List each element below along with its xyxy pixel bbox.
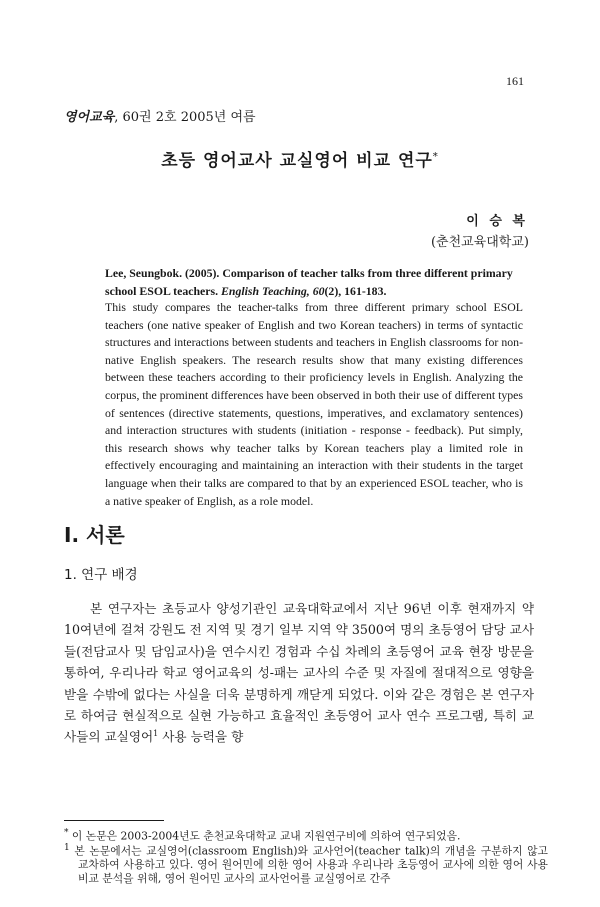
body-text-end: 사용 능력을 향 (158, 729, 244, 745)
journal-header (64, 106, 256, 125)
author-name: 이 승 복 (466, 214, 528, 229)
footnote-divider (64, 820, 164, 821)
subsection-heading: 1. 연구 배경 (64, 567, 138, 583)
page-number: 161 (506, 74, 524, 88)
body-paragraph (64, 598, 534, 748)
body-footnote-marker: 1 (153, 729, 159, 739)
citation-part-2: (2), 161-183. (324, 284, 387, 298)
citation (105, 264, 523, 300)
paper-title (0, 146, 600, 171)
journal-issue: , 60권 2호 2005년 여름 (114, 110, 256, 125)
footnote-definition (64, 842, 548, 885)
citation-part-1: Lee, Seungbok. (2005). Comparison of teacher talks from three different primary school ESOL teachers. (105, 266, 513, 298)
footnote-marker: * (64, 828, 69, 838)
footnote-text: 이 논문은 2003-2004년도 춘천교육대학교 교내 지원연구비에 의하여 연구되었음. (68, 829, 461, 843)
abstract: This study compares the teacher-talks from three different primary school ESOL teachers (one native speaker of English and two Korean teachers) in terms of syntactic structures and interactions between students and teachers in English classrooms for non-native English speakers. The research results show that many existing differences between these teachers according to their proficiency levels in English. Analyzing the corpus, the prominent differences have been observed in both their use of different types of sentences (directive statements, questions, imperatives, and exclamatory sentences) and interaction structures with students (initiation - response - feedback). Put simply, this research shows why teacher talks by Korean teachers play a limited role in effectively encouraging and maintaining an interaction with their students in the target language when their talks are compared to that by an experienced ESOL teacher, who is a native speaker of English, as a role model. (105, 300, 523, 508)
citation-journal: English Teaching, 60 (221, 284, 325, 298)
journal-name: 영어교육 (64, 110, 115, 125)
section-heading: I. 서론 (64, 523, 125, 547)
body-text: 본 연구자는 초등교사 양성기관인 교육대학교에서 지난 96년 이후 현재까지 약 10여년에 걸쳐 강원도 전 지역 및 경기 일부 지역 약 3500여 명의 초등영어 담당 교사들(전담교사 및 담임교사)을 연수시킨 경험과 수십 차례의 초등영어 교육 현장 방문을 통하여, 우리나라 학교 영어교육의 성-패는 교사의 수준 및 자질에 절대적으로 영향을 받을 수밖에 없다는 사실을 더욱 분명하게 깨닫게 되었다. 이와 같은 경험은 본 연구자로 하여금 현실적으로 실현 가능하고 효율적인 초등영어 교사 연수 프로그램, 특히 교사들의 교실영어 (64, 601, 534, 745)
footnote-marker: 1 (64, 843, 70, 853)
author-affiliation: (춘천교육대학교) (430, 235, 529, 250)
title-footnote-marker: * (432, 151, 439, 163)
paper-title-text: 초등 영어교사 교실영어 비교 연구 (161, 151, 433, 171)
footnote-funding (64, 827, 534, 843)
footnote-text: 본 논문에서는 교실영어(classroom English)와 교사언어(teacher talk)의 개념을 구분하지 않고 교차하여 사용하고 있다. 영어 원어민에 의한 영어 사용과 우리나라 초등영어 교사에 의한 영어 사용 비교 분석을 위해, 영어 원어민 교사의 교사언어를 교실영어로 간주 (69, 844, 548, 885)
